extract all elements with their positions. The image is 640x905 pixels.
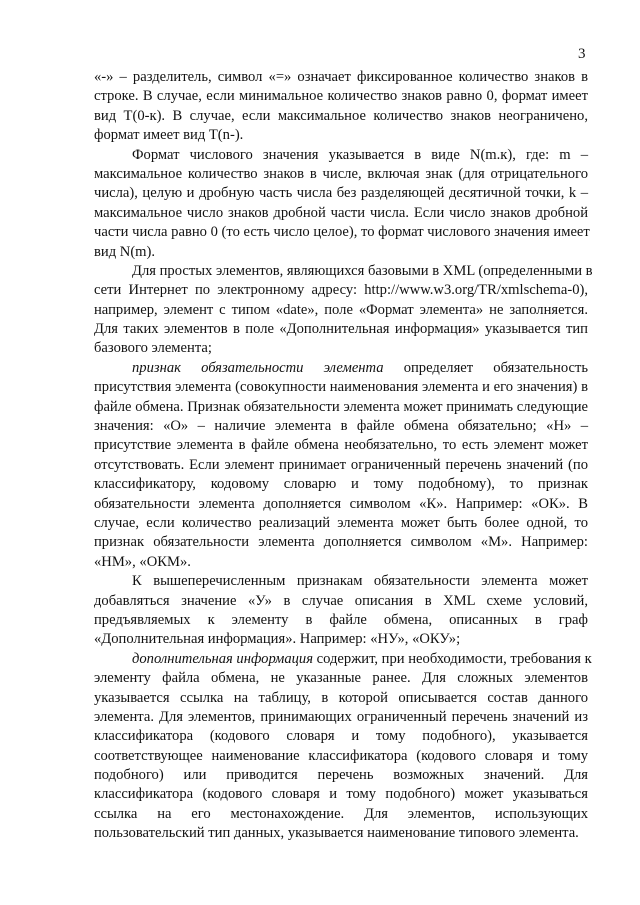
line-text: максимальное количество знаков в числе, включая знак (для отрицательного: [94, 165, 588, 182]
line-text: Для таких элементов в поле «Дополнительная информация» указывается тип: [94, 321, 588, 338]
line-text: значения: «О» – наличие элемента в файле обмена обязательно; «Н» –: [94, 418, 588, 435]
line-text: присутствие элемента в файле обмена необязательно, то есть элемент может: [94, 437, 588, 454]
text-line: [94, 262, 593, 281]
text-line: [94, 398, 588, 417]
text-line: [94, 87, 588, 106]
document-body: [94, 68, 593, 844]
text-line: [94, 223, 588, 242]
text-line: [94, 495, 588, 514]
text-line: [94, 592, 588, 611]
text-line: [94, 533, 588, 552]
line-text: классификатора (кодового словаря и тому подобного), указывается: [94, 728, 588, 745]
line-text: присутствия элемента (совокупности наименования элемента и его значения) в: [94, 379, 588, 396]
line-text: части числа равно 0 (то есть число целое), то формат числового значения имеет: [94, 224, 590, 241]
line-text: максимальное число знаков дробной части числа. Если число знаков дробной: [94, 204, 588, 221]
text-line: [94, 184, 588, 203]
line-text: формат имеет вид Т(n-).: [94, 127, 244, 144]
text-line: [94, 320, 588, 339]
line-text: вид N(m).: [94, 243, 156, 260]
text-line: [94, 611, 588, 630]
line-text: классификатора (кодового словаря и тому подобного) может указываться: [94, 786, 588, 803]
line-text: Формат числового значения указывается в виде N(m.к), где: m –: [132, 146, 588, 163]
line-text: вид Т(0-к). В случае, если максимальное количество знаков неограничено,: [94, 107, 588, 124]
text-line: [94, 669, 588, 688]
text-line: [94, 339, 588, 358]
text-line: [94, 572, 588, 591]
line-text: содержит, при необходимости, требования к: [313, 650, 592, 667]
line-text: числа), целую и дробную часть числа без разделяющей десятичной точки, k –: [94, 185, 588, 202]
line-text: сети Интернет по электронному адресу: http://www.w3.org/TR/xmlschema-0),: [94, 282, 588, 299]
line-text: ссылка на его местонахождение. Для элементов, использующих: [94, 805, 588, 822]
line-text: элементу файла обмена, не указанные ранее. Для сложных элементов: [94, 670, 588, 687]
line-text: строке. В случае, если минимальное количество знаков равно 0, формат имеет: [94, 88, 588, 105]
text-line: [94, 514, 588, 533]
line-text: определяет обязательность: [383, 359, 588, 376]
italic-term: признак обязательности элемента: [132, 359, 384, 376]
line-text: «Дополнительная информация». Например: «НУ», «ОКУ»;: [94, 631, 461, 648]
line-text: подобного) или приводится перечень возможных значений. Для: [94, 767, 588, 784]
line-text: соответствующее наименование классификатора (кодового словаря и тому: [94, 747, 588, 764]
line-text: предъявляемых к элементу в файле обмена, описанных в граф: [94, 611, 588, 628]
text-line: [94, 747, 588, 766]
line-text: указывается ссылка на таблицу, в которой описывается состав данного: [94, 689, 588, 706]
text-line: [94, 281, 588, 300]
text-line: [94, 708, 588, 727]
italic-term: дополнительная информация: [132, 650, 313, 667]
text-line: [94, 553, 588, 572]
text-line: [94, 456, 588, 475]
text-line: [94, 68, 588, 87]
text-line: [94, 436, 588, 455]
text-line: [94, 824, 588, 843]
text-line: [94, 417, 588, 436]
text-line: [94, 650, 592, 669]
line-text: обязательности элемента дополняется символом «К». Например: «ОК». В: [94, 495, 588, 512]
line-text: добавляться значение «У» в случае описания в XML схеме условий,: [94, 592, 588, 609]
text-line: [94, 359, 588, 378]
line-text: пользовательский тип данных, указывается наименование типового элемента.: [94, 825, 579, 842]
line-text: случае, если количество реализаций элемента может быть более одной, то: [94, 514, 588, 531]
line-text: «НМ», «ОКМ».: [94, 553, 191, 570]
line-text: признак обязательности элемента дополняется символом «М». Например:: [94, 534, 588, 551]
line-text: отсутствовать. Если элемент принимает ограниченный перечень значений (по: [94, 456, 588, 473]
line-text: Для простых элементов, являющихся базовыми в XML (определенными в: [132, 262, 593, 279]
line-text: базового элемента;: [94, 340, 212, 357]
text-line: [94, 107, 588, 126]
text-line: [94, 378, 588, 397]
text-line: [94, 785, 588, 804]
text-line: [94, 243, 588, 262]
text-line: [94, 475, 588, 494]
text-line: [94, 301, 588, 320]
text-line: [94, 204, 588, 223]
text-line: [94, 727, 588, 746]
text-line: [94, 146, 588, 165]
text-line: [94, 165, 588, 184]
line-text: классификатору, кодовому словарю и тому подобному), то признак: [94, 476, 588, 493]
line-text: например, элемент с типом «date», поле «Формат элемента» не заполняется.: [94, 301, 588, 318]
text-line: [94, 766, 588, 785]
text-line: [94, 630, 588, 649]
line-text: файле обмена. Признак обязательности элемента может принимать следующие: [94, 398, 588, 415]
text-line: [94, 689, 588, 708]
page-number: 3: [578, 46, 586, 62]
line-text: элемента. Для элементов, принимающих ограниченный перечень значений из: [94, 708, 588, 725]
text-line: [94, 126, 588, 145]
line-text: К вышеперечисленным признакам обязательности элемента может: [132, 573, 588, 590]
text-line: [94, 805, 588, 824]
line-text: «-» – разделитель, символ «=» означает фиксированное количество знаков в: [94, 69, 588, 85]
